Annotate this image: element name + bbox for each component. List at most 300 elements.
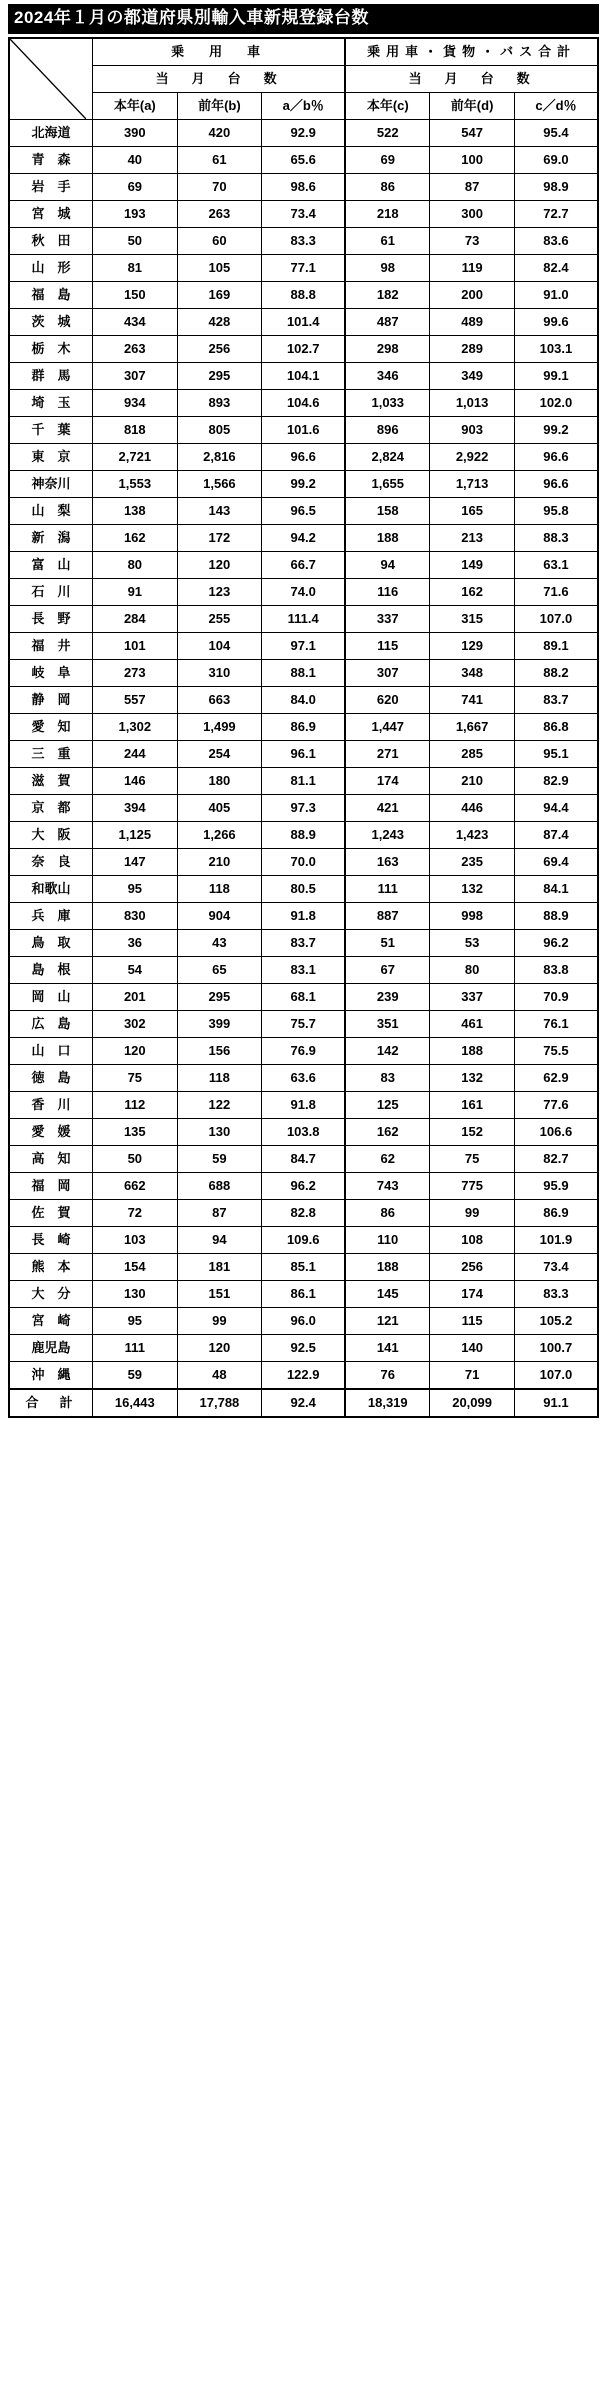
pref-name: 山 形 (9, 254, 93, 281)
pref-name: 三 重 (9, 740, 93, 767)
header-col-a: 本年(a) (93, 92, 178, 119)
cell-total-current: 121 (345, 1307, 430, 1334)
cell-passenger-previous: 118 (177, 1064, 262, 1091)
pref-name: 徳 島 (9, 1064, 93, 1091)
cell-total-ratio: 83.7 (514, 686, 598, 713)
cell-passenger-previous: 48 (177, 1361, 262, 1389)
cell-passenger-ratio: 94.2 (262, 524, 346, 551)
cell-passenger-ratio: 91.8 (262, 1091, 346, 1118)
cell-passenger-ratio: 92.5 (262, 1334, 346, 1361)
table-row (9, 1118, 598, 1145)
cell-total-previous: 73 (430, 227, 515, 254)
cell-total-current: 61 (345, 227, 430, 254)
pref-name: 秋 田 (9, 227, 93, 254)
table-row (9, 173, 598, 200)
cell-passenger-current: 135 (93, 1118, 178, 1145)
cell-total-ratio: 83.3 (514, 1280, 598, 1307)
cell-passenger-previous: 1,566 (177, 470, 262, 497)
cell-total-previous: 903 (430, 416, 515, 443)
cell-total-previous: 20,099 (430, 1389, 515, 1417)
cell-total-previous: 162 (430, 578, 515, 605)
cell-total-current: 218 (345, 200, 430, 227)
cell-total-previous: 489 (430, 308, 515, 335)
cell-passenger-previous: 61 (177, 146, 262, 173)
cell-passenger-ratio: 83.7 (262, 929, 346, 956)
table-row (9, 875, 598, 902)
cell-passenger-ratio: 84.0 (262, 686, 346, 713)
pref-name: 福 岡 (9, 1172, 93, 1199)
cell-total-ratio: 95.4 (514, 119, 598, 146)
cell-passenger-current: 36 (93, 929, 178, 956)
cell-total-previous: 300 (430, 200, 515, 227)
cell-passenger-current: 302 (93, 1010, 178, 1037)
cell-total-previous: 1,013 (430, 389, 515, 416)
header-col-b: 前年(b) (177, 92, 262, 119)
cell-passenger-previous: 118 (177, 875, 262, 902)
cell-total-previous: 210 (430, 767, 515, 794)
pref-name: 千 葉 (9, 416, 93, 443)
cell-total-current: 620 (345, 686, 430, 713)
cell-passenger-ratio: 88.8 (262, 281, 346, 308)
cell-total-current: 522 (345, 119, 430, 146)
cell-passenger-previous: 143 (177, 497, 262, 524)
cell-passenger-ratio: 96.0 (262, 1307, 346, 1334)
cell-total-current: 115 (345, 632, 430, 659)
cell-total-previous: 200 (430, 281, 515, 308)
cell-total-ratio: 86.9 (514, 1199, 598, 1226)
cell-passenger-current: 112 (93, 1091, 178, 1118)
cell-total-ratio: 63.1 (514, 551, 598, 578)
cell-passenger-current: 130 (93, 1280, 178, 1307)
cell-passenger-ratio: 68.1 (262, 983, 346, 1010)
cell-passenger-current: 146 (93, 767, 178, 794)
cell-total-current: 743 (345, 1172, 430, 1199)
cell-total-previous: 348 (430, 659, 515, 686)
table-row (9, 983, 598, 1010)
cell-passenger-current: 75 (93, 1064, 178, 1091)
cell-total-current: 125 (345, 1091, 430, 1118)
cell-total-ratio: 72.7 (514, 200, 598, 227)
pref-name: 長 崎 (9, 1226, 93, 1253)
cell-passenger-previous: 123 (177, 578, 262, 605)
cell-passenger-ratio: 102.7 (262, 335, 346, 362)
pref-name: 神奈川 (9, 470, 93, 497)
cell-passenger-ratio: 63.6 (262, 1064, 346, 1091)
cell-total-ratio: 87.4 (514, 821, 598, 848)
cell-passenger-ratio: 76.9 (262, 1037, 346, 1064)
cell-total-previous: 337 (430, 983, 515, 1010)
table-row (9, 1361, 598, 1389)
cell-passenger-previous: 122 (177, 1091, 262, 1118)
cell-passenger-current: 662 (93, 1172, 178, 1199)
cell-passenger-previous: 70 (177, 173, 262, 200)
table-row (9, 281, 598, 308)
cell-passenger-current: 150 (93, 281, 178, 308)
table-row (9, 362, 598, 389)
cell-passenger-previous: 893 (177, 389, 262, 416)
pref-name: 大 分 (9, 1280, 93, 1307)
cell-total-current: 162 (345, 1118, 430, 1145)
cell-total-previous: 99 (430, 1199, 515, 1226)
table-row (9, 821, 598, 848)
cell-passenger-ratio: 99.2 (262, 470, 346, 497)
cell-total-previous: 132 (430, 875, 515, 902)
cell-passenger-previous: 405 (177, 794, 262, 821)
table-row (9, 443, 598, 470)
cell-passenger-previous: 105 (177, 254, 262, 281)
pref-name: 島 根 (9, 956, 93, 983)
cell-passenger-current: 54 (93, 956, 178, 983)
table-row (9, 1253, 598, 1280)
cell-total-ratio: 84.1 (514, 875, 598, 902)
table-row (9, 659, 598, 686)
cell-total-previous: 140 (430, 1334, 515, 1361)
pref-name: 栃 木 (9, 335, 93, 362)
pref-name: 兵 庫 (9, 902, 93, 929)
cell-total-ratio: 96.6 (514, 443, 598, 470)
pref-name: 新 潟 (9, 524, 93, 551)
table-row (9, 1091, 598, 1118)
pref-name: 富 山 (9, 551, 93, 578)
cell-total-current: 111 (345, 875, 430, 902)
cell-total-ratio: 102.0 (514, 389, 598, 416)
cell-passenger-ratio: 86.9 (262, 713, 346, 740)
cell-total-previous: 213 (430, 524, 515, 551)
cell-total-current: 83 (345, 1064, 430, 1091)
cell-passenger-ratio: 101.4 (262, 308, 346, 335)
cell-passenger-previous: 60 (177, 227, 262, 254)
pref-name: 広 島 (9, 1010, 93, 1037)
table-row (9, 335, 598, 362)
cell-passenger-previous: 172 (177, 524, 262, 551)
cell-passenger-previous: 43 (177, 929, 262, 956)
pref-name: 茨 城 (9, 308, 93, 335)
cell-total-previous: 775 (430, 1172, 515, 1199)
cell-passenger-previous: 295 (177, 362, 262, 389)
cell-total-ratio: 107.0 (514, 1361, 598, 1389)
cell-passenger-previous: 805 (177, 416, 262, 443)
cell-total-current: 69 (345, 146, 430, 173)
cell-passenger-previous: 420 (177, 119, 262, 146)
table-row (9, 686, 598, 713)
cell-passenger-current: 307 (93, 362, 178, 389)
table-row (9, 794, 598, 821)
pref-name: 石 川 (9, 578, 93, 605)
cell-total-ratio: 106.6 (514, 1118, 598, 1145)
cell-total-ratio: 96.6 (514, 470, 598, 497)
cell-total-previous: 174 (430, 1280, 515, 1307)
cell-total-ratio: 101.9 (514, 1226, 598, 1253)
cell-passenger-previous: 59 (177, 1145, 262, 1172)
cell-total-current: 18,319 (345, 1389, 430, 1417)
table-header (9, 38, 598, 120)
pref-name: 長 野 (9, 605, 93, 632)
cell-passenger-ratio: 122.9 (262, 1361, 346, 1389)
pref-name: 愛 知 (9, 713, 93, 740)
cell-passenger-current: 101 (93, 632, 178, 659)
cell-total-ratio: 82.7 (514, 1145, 598, 1172)
cell-passenger-current: 263 (93, 335, 178, 362)
cell-passenger-ratio: 96.5 (262, 497, 346, 524)
cell-total-ratio: 94.4 (514, 794, 598, 821)
cell-total-previous: 349 (430, 362, 515, 389)
cell-total-current: 145 (345, 1280, 430, 1307)
cell-passenger-current: 934 (93, 389, 178, 416)
cell-total-current: 67 (345, 956, 430, 983)
pref-name: 福 島 (9, 281, 93, 308)
cell-passenger-current: 154 (93, 1253, 178, 1280)
cell-passenger-ratio: 96.6 (262, 443, 346, 470)
cell-passenger-previous: 399 (177, 1010, 262, 1037)
cell-total-current: 182 (345, 281, 430, 308)
pref-name: 岐 阜 (9, 659, 93, 686)
table-row (9, 1037, 598, 1064)
cell-total-ratio: 95.8 (514, 497, 598, 524)
cell-passenger-ratio: 111.4 (262, 605, 346, 632)
cell-passenger-previous: 120 (177, 1334, 262, 1361)
cell-passenger-current: 390 (93, 119, 178, 146)
cell-passenger-ratio: 84.7 (262, 1145, 346, 1172)
table-row (9, 713, 598, 740)
cell-passenger-current: 284 (93, 605, 178, 632)
cell-total-ratio: 70.9 (514, 983, 598, 1010)
cell-passenger-previous: 87 (177, 1199, 262, 1226)
table-row (9, 389, 598, 416)
table-row (9, 497, 598, 524)
cell-passenger-current: 80 (93, 551, 178, 578)
cell-passenger-current: 59 (93, 1361, 178, 1389)
table-row (9, 524, 598, 551)
cell-total-previous: 1,667 (430, 713, 515, 740)
cell-passenger-previous: 99 (177, 1307, 262, 1334)
pref-name: 埼 玉 (9, 389, 93, 416)
cell-total-previous: 71 (430, 1361, 515, 1389)
cell-passenger-current: 1,553 (93, 470, 178, 497)
table-row (9, 308, 598, 335)
pref-name: 熊 本 (9, 1253, 93, 1280)
cell-total-ratio: 75.5 (514, 1037, 598, 1064)
cell-total-previous: 256 (430, 1253, 515, 1280)
table-row (9, 470, 598, 497)
cell-passenger-previous: 94 (177, 1226, 262, 1253)
header-col-d: 前年(d) (430, 92, 515, 119)
cell-passenger-current: 162 (93, 524, 178, 551)
table-row (9, 605, 598, 632)
cell-passenger-previous: 310 (177, 659, 262, 686)
cell-total-previous: 446 (430, 794, 515, 821)
table-body (9, 119, 598, 1417)
cell-total-previous: 149 (430, 551, 515, 578)
pref-name: 青 森 (9, 146, 93, 173)
cell-total-previous: 80 (430, 956, 515, 983)
cell-total-previous: 75 (430, 1145, 515, 1172)
cell-passenger-ratio: 92.9 (262, 119, 346, 146)
header-col-c: 本年(c) (345, 92, 430, 119)
cell-total-current: 351 (345, 1010, 430, 1037)
cell-total-current: 239 (345, 983, 430, 1010)
cell-passenger-current: 69 (93, 173, 178, 200)
cell-total-ratio: 71.6 (514, 578, 598, 605)
table-row (9, 254, 598, 281)
cell-total-ratio: 89.1 (514, 632, 598, 659)
pref-name: 岩 手 (9, 173, 93, 200)
pref-name: 福 井 (9, 632, 93, 659)
pref-name: 鳥 取 (9, 929, 93, 956)
cell-total-previous: 315 (430, 605, 515, 632)
pref-name: 北海道 (9, 119, 93, 146)
cell-passenger-ratio: 75.7 (262, 1010, 346, 1037)
cell-total-current: 1,655 (345, 470, 430, 497)
cell-total-previous: 289 (430, 335, 515, 362)
diagonal-line-icon (10, 39, 86, 119)
cell-total-current: 2,824 (345, 443, 430, 470)
cell-passenger-ratio: 77.1 (262, 254, 346, 281)
cell-total-ratio: 100.7 (514, 1334, 598, 1361)
cell-total-current: 141 (345, 1334, 430, 1361)
cell-passenger-previous: 254 (177, 740, 262, 767)
cell-total-previous: 108 (430, 1226, 515, 1253)
cell-total-current: 116 (345, 578, 430, 605)
table-row (9, 200, 598, 227)
cell-total-ratio: 98.9 (514, 173, 598, 200)
cell-passenger-ratio: 88.9 (262, 821, 346, 848)
pref-name: 群 馬 (9, 362, 93, 389)
cell-passenger-ratio: 98.6 (262, 173, 346, 200)
table-row (9, 848, 598, 875)
cell-total-ratio: 95.1 (514, 740, 598, 767)
cell-passenger-ratio: 92.4 (262, 1389, 346, 1417)
cell-total-ratio: 107.0 (514, 605, 598, 632)
cell-passenger-current: 81 (93, 254, 178, 281)
cell-total-previous: 129 (430, 632, 515, 659)
table-row (9, 1172, 598, 1199)
cell-total-previous: 547 (430, 119, 515, 146)
cell-passenger-current: 95 (93, 1307, 178, 1334)
cell-passenger-current: 2,721 (93, 443, 178, 470)
cell-total-ratio: 62.9 (514, 1064, 598, 1091)
cell-passenger-previous: 295 (177, 983, 262, 1010)
table-row (9, 416, 598, 443)
cell-passenger-current: 72 (93, 1199, 178, 1226)
cell-total-ratio: 69.4 (514, 848, 598, 875)
cell-passenger-current: 273 (93, 659, 178, 686)
cell-passenger-current: 394 (93, 794, 178, 821)
cell-passenger-current: 50 (93, 1145, 178, 1172)
cell-passenger-ratio: 104.6 (262, 389, 346, 416)
table-row (9, 1145, 598, 1172)
cell-total-ratio: 86.8 (514, 713, 598, 740)
cell-total-ratio: 96.2 (514, 929, 598, 956)
registration-table (8, 37, 599, 1418)
cell-passenger-ratio: 73.4 (262, 200, 346, 227)
table-row-total (9, 1389, 598, 1417)
cell-passenger-ratio: 97.1 (262, 632, 346, 659)
cell-passenger-ratio: 70.0 (262, 848, 346, 875)
cell-passenger-ratio: 86.1 (262, 1280, 346, 1307)
cell-passenger-ratio: 83.1 (262, 956, 346, 983)
cell-passenger-ratio: 109.6 (262, 1226, 346, 1253)
cell-passenger-ratio: 103.8 (262, 1118, 346, 1145)
pref-name: 静 岡 (9, 686, 93, 713)
cell-passenger-current: 50 (93, 227, 178, 254)
pref-name: 山 梨 (9, 497, 93, 524)
cell-passenger-previous: 180 (177, 767, 262, 794)
pref-name: 岡 山 (9, 983, 93, 1010)
table-row (9, 1307, 598, 1334)
cell-passenger-current: 111 (93, 1334, 178, 1361)
cell-passenger-current: 147 (93, 848, 178, 875)
cell-total-previous: 87 (430, 173, 515, 200)
cell-passenger-ratio: 104.1 (262, 362, 346, 389)
cell-total-current: 188 (345, 524, 430, 551)
cell-passenger-ratio: 80.5 (262, 875, 346, 902)
cell-passenger-previous: 65 (177, 956, 262, 983)
pref-name: 東 京 (9, 443, 93, 470)
cell-passenger-ratio: 88.1 (262, 659, 346, 686)
cell-total-ratio: 83.8 (514, 956, 598, 983)
table-row (9, 551, 598, 578)
table-row (9, 956, 598, 983)
table-row (9, 1280, 598, 1307)
table-row (9, 1064, 598, 1091)
cell-total-current: 487 (345, 308, 430, 335)
cell-passenger-current: 557 (93, 686, 178, 713)
cell-total-current: 110 (345, 1226, 430, 1253)
cell-total-current: 86 (345, 1199, 430, 1226)
cell-passenger-current: 95 (93, 875, 178, 902)
cell-passenger-current: 244 (93, 740, 178, 767)
cell-passenger-current: 40 (93, 146, 178, 173)
cell-total-ratio: 99.1 (514, 362, 598, 389)
cell-passenger-previous: 256 (177, 335, 262, 362)
cell-total-previous: 188 (430, 1037, 515, 1064)
cell-total-current: 421 (345, 794, 430, 821)
cell-total-previous: 152 (430, 1118, 515, 1145)
cell-total-previous: 1,423 (430, 821, 515, 848)
cell-total-current: 307 (345, 659, 430, 686)
cell-total-previous: 119 (430, 254, 515, 281)
pref-name: 宮 崎 (9, 1307, 93, 1334)
cell-total-previous: 741 (430, 686, 515, 713)
cell-total-current: 887 (345, 902, 430, 929)
cell-total-current: 1,033 (345, 389, 430, 416)
cell-total-ratio: 88.9 (514, 902, 598, 929)
cell-passenger-current: 193 (93, 200, 178, 227)
cell-total-current: 142 (345, 1037, 430, 1064)
cell-passenger-previous: 169 (177, 281, 262, 308)
cell-total-previous: 998 (430, 902, 515, 929)
cell-passenger-previous: 17,788 (177, 1389, 262, 1417)
cell-passenger-ratio: 82.8 (262, 1199, 346, 1226)
cell-passenger-current: 138 (93, 497, 178, 524)
cell-passenger-ratio: 74.0 (262, 578, 346, 605)
cell-passenger-ratio: 65.6 (262, 146, 346, 173)
cell-passenger-ratio: 66.7 (262, 551, 346, 578)
cell-total-ratio: 77.6 (514, 1091, 598, 1118)
cell-total-ratio: 88.2 (514, 659, 598, 686)
cell-total-ratio: 103.1 (514, 335, 598, 362)
cell-passenger-previous: 120 (177, 551, 262, 578)
cell-total-current: 188 (345, 1253, 430, 1280)
table-row (9, 578, 598, 605)
cell-passenger-previous: 181 (177, 1253, 262, 1280)
pref-name: 京 都 (9, 794, 93, 821)
cell-total-ratio: 91.0 (514, 281, 598, 308)
pref-name: 沖 縄 (9, 1361, 93, 1389)
page (0, 4, 607, 1424)
cell-total-current: 86 (345, 173, 430, 200)
cell-passenger-ratio: 97.3 (262, 794, 346, 821)
